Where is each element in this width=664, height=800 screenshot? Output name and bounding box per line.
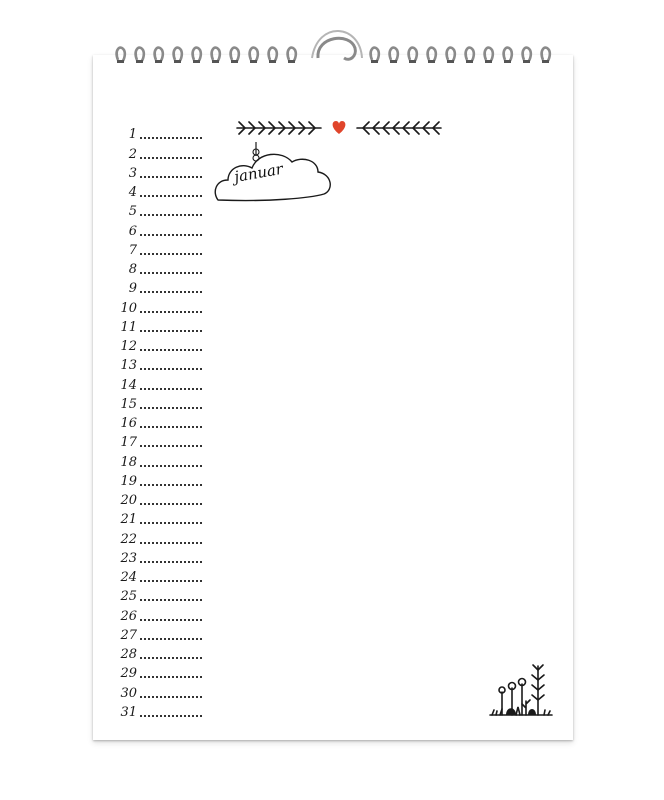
binding-ring — [485, 48, 493, 62]
day-entry-line — [140, 176, 202, 178]
binding-ring — [390, 48, 398, 62]
day-row — [115, 411, 215, 430]
day-row — [115, 372, 215, 391]
day-row — [115, 218, 215, 237]
binding-ring — [447, 48, 455, 62]
day-number: 23 — [120, 550, 137, 566]
day-entry-line — [140, 349, 202, 351]
day-row — [115, 353, 215, 372]
day-number: 16 — [120, 416, 137, 431]
laurel-branch-icon — [357, 122, 441, 134]
day-entry-line — [140, 599, 202, 601]
day-number: 18 — [120, 454, 137, 470]
day-entry-line — [140, 157, 202, 159]
day-number: 17 — [120, 435, 137, 451]
day-row — [115, 526, 215, 545]
day-entry-line — [140, 522, 202, 524]
day-number: 24 — [120, 570, 137, 585]
day-entry-line — [140, 214, 202, 216]
day-row — [115, 680, 215, 699]
day-row — [115, 623, 215, 642]
day-row — [115, 488, 215, 507]
day-number: 3 — [128, 165, 137, 181]
day-number: 13 — [120, 358, 137, 374]
day-row — [115, 238, 215, 257]
binding-ring — [409, 48, 417, 62]
day-row — [115, 276, 215, 295]
day-entry-line — [140, 657, 202, 659]
day-entry-line — [140, 195, 202, 197]
binding-ring — [231, 48, 239, 62]
binding-hole — [504, 60, 511, 63]
day-row — [115, 565, 215, 584]
day-row — [115, 546, 215, 565]
day-number: 22 — [120, 531, 137, 547]
day-row — [115, 199, 215, 218]
day-number: 27 — [120, 627, 137, 643]
binding-ring — [428, 48, 436, 62]
day-number: 30 — [120, 685, 137, 701]
header-decoration — [233, 115, 445, 141]
day-row — [115, 141, 215, 160]
binding-hole — [485, 60, 492, 63]
binding-ring — [542, 48, 550, 62]
binding-ring — [117, 48, 125, 62]
day-number: 21 — [120, 512, 137, 528]
day-entry-line — [140, 696, 202, 698]
day-entry-line — [140, 388, 202, 390]
binding-ring — [288, 48, 296, 62]
day-row — [115, 295, 215, 314]
day-row — [115, 449, 215, 468]
day-number: 29 — [120, 666, 137, 682]
day-row — [115, 392, 215, 411]
flowers-doodle-icon — [486, 660, 556, 720]
day-list — [115, 122, 215, 719]
binding-hole — [117, 60, 124, 63]
day-row — [115, 642, 215, 661]
day-row — [115, 469, 215, 488]
day-number: 6 — [128, 223, 137, 239]
binding-hole — [174, 60, 181, 63]
binding-hole — [409, 60, 416, 63]
binding-hole — [288, 60, 295, 63]
binding-ring — [466, 48, 474, 62]
binding-hole — [155, 60, 162, 63]
day-entry-line — [140, 619, 202, 621]
day-entry-line — [140, 484, 202, 486]
binding-hole — [466, 60, 473, 63]
binding-ring — [250, 48, 258, 62]
day-row — [115, 334, 215, 353]
binding-ring — [371, 48, 379, 62]
binding-hole — [542, 60, 549, 63]
binding-hole — [136, 60, 143, 63]
binding-hole — [428, 60, 435, 63]
binding-hole — [250, 60, 257, 63]
day-number: 12 — [120, 339, 137, 354]
day-row — [115, 584, 215, 603]
binding-ring — [504, 48, 512, 62]
day-number: 25 — [120, 589, 137, 605]
day-entry-line — [140, 330, 202, 332]
day-number: 20 — [120, 493, 137, 508]
binding-ring — [136, 48, 144, 62]
day-entry-line — [140, 291, 202, 293]
binding-ring — [193, 48, 201, 62]
day-number: 19 — [120, 473, 137, 489]
day-number: 7 — [128, 242, 137, 258]
day-entry-line — [140, 426, 202, 428]
day-number: 15 — [120, 396, 137, 412]
binding-hole — [212, 60, 219, 63]
binding-hole — [390, 60, 397, 63]
binding-hole — [231, 60, 238, 63]
day-entry-line — [140, 253, 202, 255]
day-number: 1 — [128, 127, 137, 143]
day-row — [115, 430, 215, 449]
day-entry-line — [140, 272, 202, 274]
day-number: 31 — [120, 704, 137, 720]
day-entry-line — [140, 503, 202, 505]
day-number: 28 — [120, 647, 137, 662]
laurel-branch-icon — [237, 122, 321, 134]
day-number: 9 — [128, 281, 137, 297]
day-number: 5 — [128, 204, 137, 220]
binding-hole — [269, 60, 276, 63]
day-number: 14 — [120, 377, 137, 393]
binding-hole — [371, 60, 378, 63]
day-entry-line — [140, 234, 202, 236]
hanger-hook-icon — [318, 38, 355, 59]
day-number: 26 — [120, 608, 137, 624]
binding-hole — [523, 60, 530, 63]
day-entry-line — [140, 580, 202, 582]
binding-hole — [447, 60, 454, 63]
day-entry-line — [140, 715, 202, 717]
day-number: 8 — [128, 262, 137, 277]
day-row — [115, 603, 215, 622]
day-entry-line — [140, 445, 202, 447]
day-entry-line — [140, 676, 202, 678]
binding-ring — [212, 48, 220, 62]
day-entry-line — [140, 542, 202, 544]
day-entry-line — [140, 368, 202, 370]
day-number: 2 — [128, 146, 137, 162]
day-entry-line — [140, 561, 202, 563]
day-row — [115, 507, 215, 526]
day-number: 10 — [120, 300, 137, 316]
month-label: januar — [232, 159, 285, 186]
day-row — [115, 122, 215, 141]
day-entry-line — [140, 407, 202, 409]
day-row — [115, 180, 215, 199]
day-row — [115, 161, 215, 180]
day-row — [115, 700, 215, 719]
spiral-binding — [0, 0, 664, 80]
heart-icon — [333, 121, 346, 134]
day-number: 4 — [128, 185, 137, 200]
day-row — [115, 315, 215, 334]
day-entry-line — [140, 465, 202, 467]
day-row — [115, 661, 215, 680]
binding-ring — [174, 48, 182, 62]
binding-hole — [193, 60, 200, 63]
day-row — [115, 257, 215, 276]
day-entry-line — [140, 137, 202, 139]
binding-ring — [269, 48, 277, 62]
day-entry-line — [140, 638, 202, 640]
day-number: 11 — [120, 319, 137, 335]
day-entry-line — [140, 311, 202, 313]
binding-ring — [155, 48, 163, 62]
binding-ring — [523, 48, 531, 62]
